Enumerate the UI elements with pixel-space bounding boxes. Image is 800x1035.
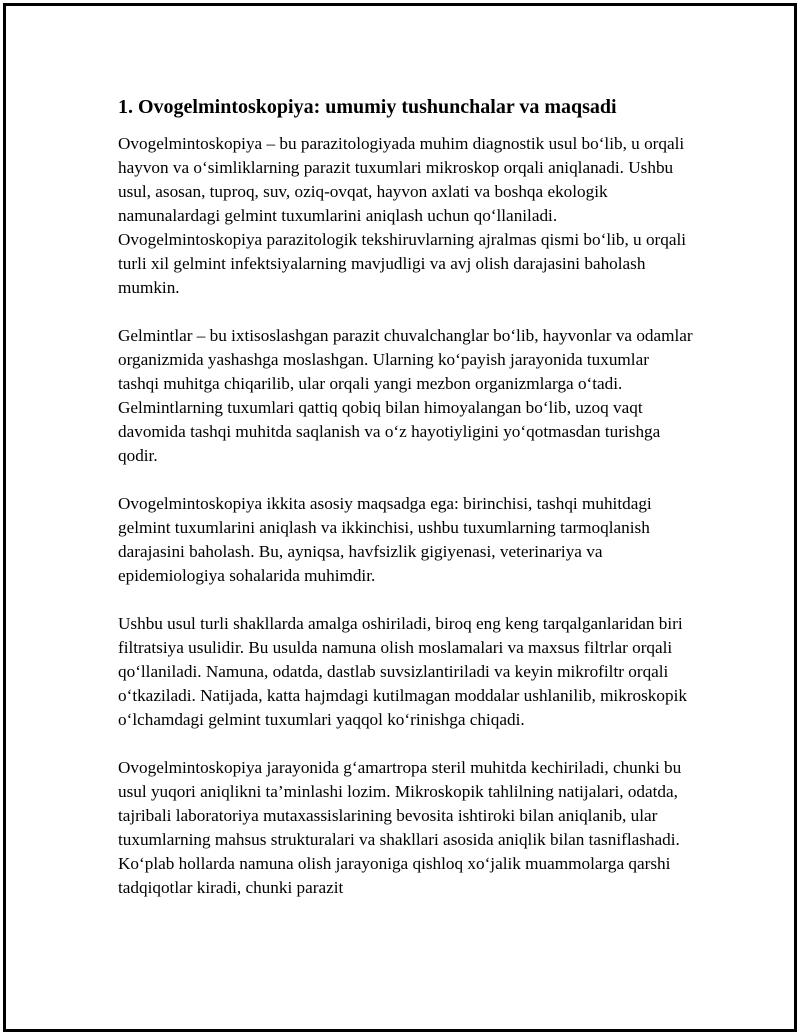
section-heading: 1. Ovogelmintoskopiya: umumiy tushunchalar va maqsadi	[118, 96, 617, 118]
paragraph-1: Ovogelmintoskopiya – bu parazitologiyada muhim diagnostik usul bo‘lib, u orqali hayvon va o‘simliklarning parazit tuxumlari mikroskop orqali aniqlanadi. Ushbu usul, asosan, tuproq, suv, oziq-ovqat, hayvon axlati va boshqa ekologik namunalardagi gelmint tuxumlarini aniqlash uchun qo‘llaniladi. Ovogelmintoskopiya parazitologik tekshiruvlarning ajralmas qismi bo‘lib, u orqali turli xil gelmint infektsiyalarning mavjudligi va avj olish darajasini baholash mumkin.	[118, 134, 687, 297]
paragraph-3: Ovogelmintoskopiya ikkita asosiy maqsadga ega: birinchisi, tashqi muhitdagi gelmint tuxumlarini aniqlash va ikkinchisi, ushbu tuxumlarning tarmoqlanish darajasini baholash. Bu, ayniqsa, havfsizlik gigiyenasi, veterinariya va epidemiologiya sohalarida muhimdir.	[118, 494, 652, 585]
paragraph-5: Ovogelmintoskopiya jarayonida g‘amartropa steril muhitda kechiriladi, chunki bu usul yuqori aniqlikni ta’minlashi lozim. Mikroskopik tahlilning natijalari, odatda, tajribali laboratoriya mutaxassislarining bevosita ishtiroki bilan aniqlanib, ular tuxumlarning mahsus strukturalari va shakllari asosida aniqlik bilan tasniflashadi. Ko‘plab hollarda namuna olish jarayoniga qishloq xo‘jalik muammolarga qarshi tadqiqotlar kiradi, chunki parazit	[118, 758, 682, 897]
paragraph-2: Gelmintlar – bu ixtisoslashgan parazit chuvalchanglar bo‘lib, hayvonlar va odamlar organizmida yashashga moslashgan. Ularning ko‘payish jarayonida tuxumlar tashqi muhitga chiqarilib, ular orqali yangi mezbon organizmlarga o‘tadi. Gelmintlarning tuxumlari qattiq qobiq bilan himoyalangan bo‘lib, uzoq vaqt davomida tashqi muhitda saqlanish va o‘z hayotiyligini yo‘qotmasdan turishga qodir.	[118, 326, 693, 465]
paragraph-4: Ushbu usul turli shakllarda amalga oshiriladi, biroq eng keng tarqalganlaridan biri filtratsiya usulidir. Bu usulda namuna olish moslamalari va maxsus filtrlar orqali qo‘llaniladi. Namuna, odatda, dastlab suvsizlantiriladi va keyin mikrofiltr orqali o‘tkaziladi. Natijada, katta hajmdagi kutilmagan moddalar ushlanilib, mikroskopik o‘lchamdagi gelmint tuxumlari yaqqol ko‘rinishga chiqadi.	[118, 614, 687, 729]
document-body	[118, 94, 693, 900]
